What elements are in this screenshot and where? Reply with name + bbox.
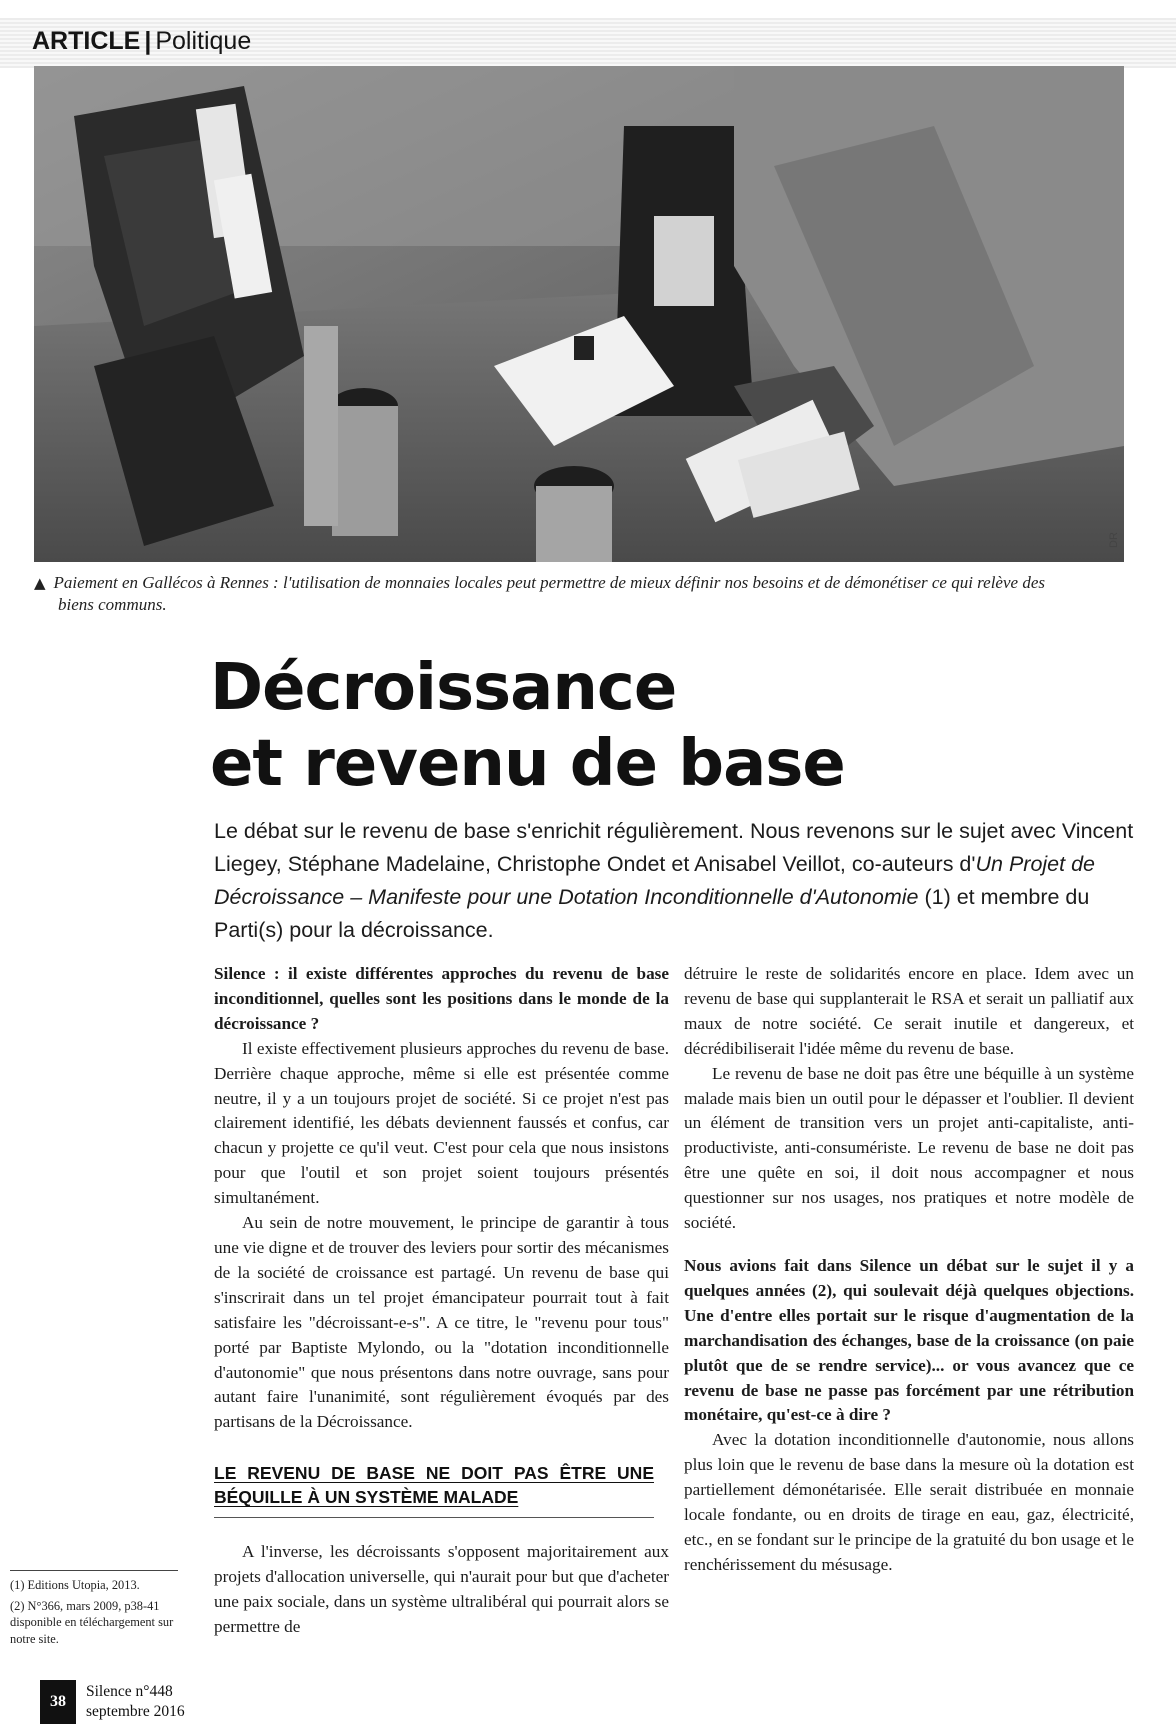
article-title — [210, 650, 1110, 802]
footnote-1: (1) Editions Utopia, 2013. — [10, 1578, 140, 1592]
footnotes — [10, 1570, 180, 1651]
question-1: Silence : il existe différentes approches du revenu de base inconditionnel, quelles sont les positions dans le monde de la décroissance ? — [214, 964, 669, 1033]
left-column — [214, 962, 669, 1640]
caption-line-1: Paiement en Gallécos à Rennes : l'utilisation de monnaies locales peut permettre de mieux définir nos besoins et de démonétiser ce qui relève des — [53, 573, 1045, 592]
caption-line-2: biens communs. — [58, 595, 167, 614]
paragraph: Avec la dotation inconditionnelle d'autonomie, nous allons plus loin que le revenu de base dans la mesure où la dotation est partiellement démonétarisée. Elle serait distribuée en monnaie locale fondante, ou en droits de tirage en eau, gaz, électricité, etc., en se fondant sur le principe de la gratuité du bon usage et le renchérissement du mésusage. — [684, 1430, 1134, 1574]
question-2: Nous avions fait dans Silence un débat sur le sujet il y a quelques années (2), qui soulevait déjà quelques objections. Une d'entre elles portait sur le risque d'augmentation de la marchandisation des échanges, base de la croissance (on paie plutôt que de se rendre service)... or vous avancez que ce revenu de base ne passe pas forcément par une rétribution monétaire, qu'est-ce à dire ? — [684, 1255, 1134, 1425]
lead-part-1: Le débat sur le revenu de base s'enrichit régulièrement. Nous revenons sur le sujet avec Vincent Liegey, Stéphane Madelaine, Christophe Ondet et Anisabel Veillot, co-auteurs d' — [214, 819, 1134, 876]
paragraph: Le revenu de base ne doit pas être une béquille à un système malade mais bien un outil pour le dépasser et l'oublier. Il devient un élément de transition vers un projet anti-capitaliste, anti-productiviste, anti-consumériste. Le revenu de base ne doit pas être une quête en soi, il doit nous accompagner et nous questionner sur nos usages, nos pratiques et notre modèle de société. — [684, 1063, 1134, 1233]
article-photo — [34, 66, 1124, 562]
section-kind: ARTICLE — [32, 27, 141, 55]
issue-date: septembre 2016 — [86, 1703, 185, 1720]
caret-up-icon: ▲ — [34, 574, 46, 592]
footnote-rule — [10, 1570, 178, 1571]
subheading: LE REVENU DE BASE NE DOIT PAS ÊTRE UNE BÉQUILLE À UN SYSTÈME MALADE — [214, 1461, 654, 1518]
photo-caption — [34, 572, 1130, 616]
paragraph: A l'inverse, les décroissants s'opposent majoritairement aux projets d'allocation universelle, qui n'aurait pour but que d'acheter une paix sociale, dans un système ultralibéral qui pourrait alors se permettre de — [214, 1542, 669, 1636]
section-separator: | — [144, 27, 152, 55]
paragraph: Au sein de notre mouvement, le principe de garantir à tous une vie digne et de trouver des leviers pour sortir des mécanismes de la société de croissance est partagé. Un revenu de base qui s'inscrirait dans un tel projet émancipateur pourrait tout à fait satisfaire les "décroissant-e-s". A ce titre, le "revenu pour tous" porté par Baptiste Mylondo, ou la "dotation inconditionnelle d'autonomie" que nous présentons dans notre ouvrage, sans pour autant faire l'unanimité, sont régulièrement évoqués par des partisans de la Décroissance. — [214, 1213, 669, 1432]
section-label — [32, 24, 251, 58]
lead-book-title: Un Projet de Décroissance – Manifeste pour une Dotation Inconditionnelle d'Autonomie — [214, 852, 1095, 909]
paragraph: détruire le reste de solidarités encore en place. Idem avec un revenu de base qui supplanterait le RSA et serait un palliatif aux maux de notre société. Ce serait inutile et dangereux, et décrédibiliserait l'idée même du revenu de base. — [684, 964, 1134, 1058]
title-line-2: et revenu de base — [210, 727, 845, 801]
paragraph: Il existe effectivement plusieurs approches du revenu de base. Derrière chaque approche, même si elle est présentée comme neutre, il y a un toujours projet de société. Si ce projet n'est pas clairement identifié, les débats deviennent faussés et confus, car chacun y projette ce qu'il veut. C'est pour cela que nous insistons pour que l'outil et son projet soient toujours présentés simultanément. — [214, 1038, 669, 1208]
photo-image — [34, 66, 1124, 562]
title-line-1: Décroissance — [210, 651, 677, 725]
section-topic: Politique — [155, 27, 252, 55]
page-number: 38 — [40, 1680, 76, 1724]
footnote-2: (2) N°366, mars 2009, p38-41 disponible en téléchargement sur notre site. — [10, 1598, 174, 1646]
issue-info — [86, 1682, 266, 1722]
magazine-issue: Silence n°448 — [86, 1683, 173, 1700]
right-column — [684, 962, 1134, 1578]
lead-part-2: (1) et membre du Parti(s) pour la décroissance. — [214, 885, 1090, 942]
article-lead — [214, 815, 1144, 947]
photo-credit: DR — [1108, 532, 1120, 548]
